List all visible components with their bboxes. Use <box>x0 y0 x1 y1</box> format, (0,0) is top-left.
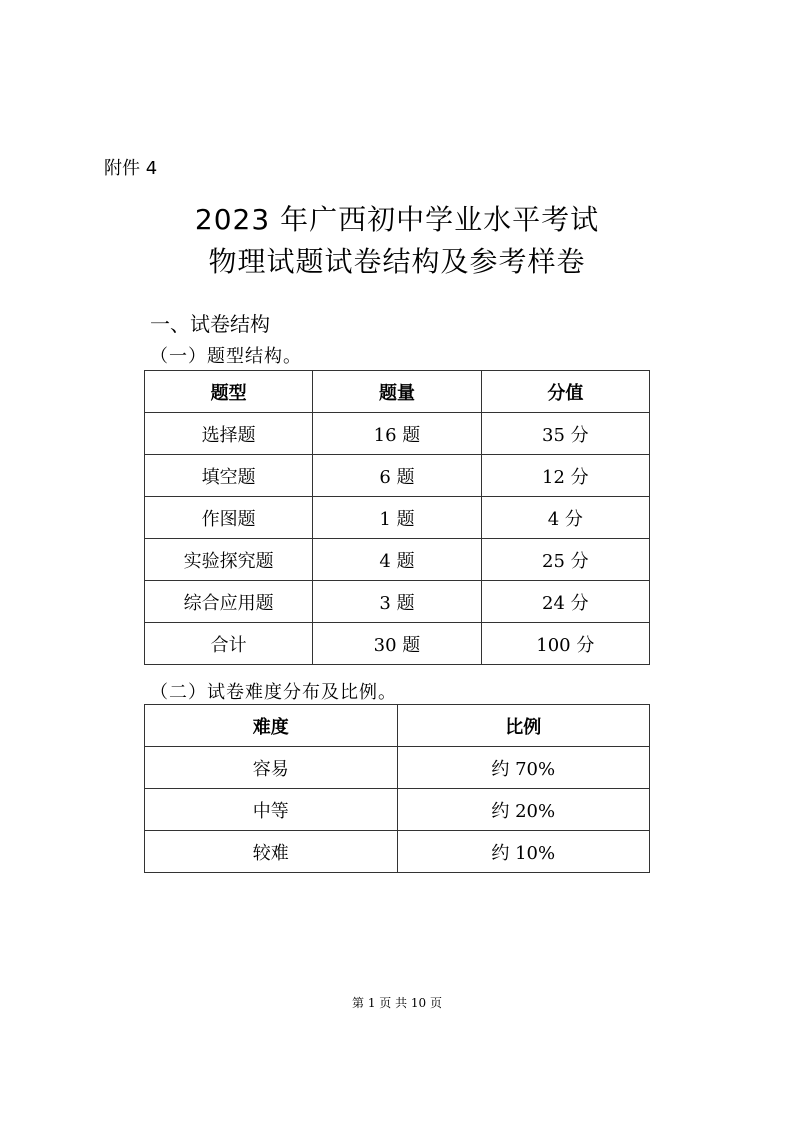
structure-table-caption: （一）题型结构。 <box>150 346 302 367</box>
table-cell: 1 题 <box>313 497 481 539</box>
difficulty-distribution-table <box>144 704 650 873</box>
table-cell: 30 题 <box>313 623 481 665</box>
table-cell: 3 题 <box>313 581 481 623</box>
header-question-type: 题型 <box>145 371 313 413</box>
section-heading: 一、试卷结构 <box>150 312 270 336</box>
table-cell: 作图题 <box>145 497 313 539</box>
table-row <box>145 747 650 789</box>
table-row <box>145 831 650 873</box>
table-row <box>145 581 650 623</box>
table-cell: 35 分 <box>481 413 649 455</box>
table-cell: 4 分 <box>481 497 649 539</box>
table-cell: 中等 <box>145 789 398 831</box>
document-title-line-2: 物理试题试卷结构及参考样卷 <box>208 245 586 278</box>
table-cell: 25 分 <box>481 539 649 581</box>
table-cell: 选择题 <box>145 413 313 455</box>
table-row <box>145 789 650 831</box>
table-row <box>145 497 650 539</box>
document-title-line-1: 2023 年广西初中学业水平考试 <box>194 203 600 236</box>
table-cell: 6 题 <box>313 455 481 497</box>
table-row <box>145 539 650 581</box>
table-cell: 实验探究题 <box>145 539 313 581</box>
table-cell: 填空题 <box>145 455 313 497</box>
table-cell: 约 70% <box>397 747 650 789</box>
header-difficulty: 难度 <box>145 705 398 747</box>
header-question-count: 题量 <box>313 371 481 413</box>
table-cell: 100 分 <box>481 623 649 665</box>
table-cell: 合计 <box>145 623 313 665</box>
header-score: 分值 <box>481 371 649 413</box>
table-row <box>145 413 650 455</box>
question-structure-table <box>144 370 650 665</box>
table-header-row <box>145 705 650 747</box>
table-cell: 4 题 <box>313 539 481 581</box>
table-cell: 16 题 <box>313 413 481 455</box>
table-cell: 12 分 <box>481 455 649 497</box>
table-row-total <box>145 623 650 665</box>
table-row <box>145 455 650 497</box>
page-footer: 第 1 页 共 10 页 <box>352 996 442 1010</box>
table-cell: 约 20% <box>397 789 650 831</box>
table-cell: 约 10% <box>397 831 650 873</box>
table-cell: 容易 <box>145 747 398 789</box>
table-header-row <box>145 371 650 413</box>
attachment-label: 附件 4 <box>104 158 158 179</box>
difficulty-table-caption: （二）试卷难度分布及比例。 <box>150 682 397 703</box>
table-cell: 综合应用题 <box>145 581 313 623</box>
table-cell: 较难 <box>145 831 398 873</box>
table-cell: 24 分 <box>481 581 649 623</box>
header-ratio: 比例 <box>397 705 650 747</box>
